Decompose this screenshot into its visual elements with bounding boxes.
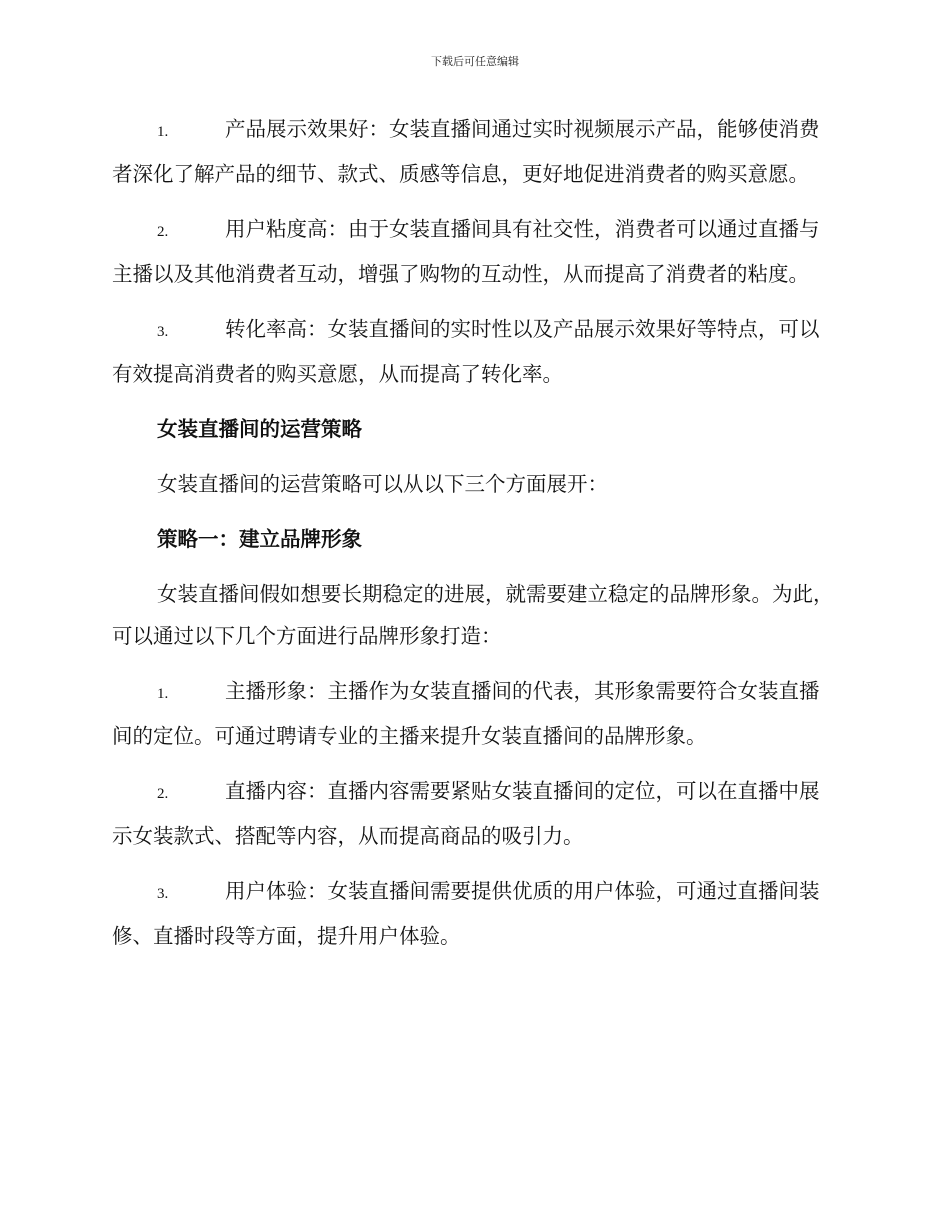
list-item-text: 直播内容：直播内容需要紧贴女装直播间的定位，可以在直播中展示女装款式、搭配等内容，从而提高商品的吸引力。 [112, 779, 820, 848]
paragraph: 女装直播间的运营策略可以从以下三个方面展开： [157, 472, 608, 496]
list-item [112, 308, 834, 395]
list-item [112, 208, 834, 295]
list-item [112, 770, 834, 857]
list-item [112, 108, 834, 195]
document-body [112, 108, 834, 970]
list-number: 2. [157, 224, 169, 240]
list-item-text: 主播形象：主播作为女装直播间的代表，其形象需要符合女装直播间的定位。可通过聘请专业的主播来提升女装直播间的品牌形象。 [112, 679, 820, 748]
list-number: 1. [157, 124, 169, 140]
list-number: 1. [157, 686, 169, 702]
list-number: 3. [157, 886, 169, 902]
list-item-text: 用户体验：女装直播间需要提供优质的用户体验，可通过直播间装修、直播时段等方面，提升用户体验。 [112, 879, 820, 948]
paragraph: 女装直播间假如想要长期稳定的进展，就需要建立稳定的品牌形象。为此，可以通过以下几个方面进行品牌形象打造： [112, 582, 834, 648]
list-item-text: 用户粘度高：由于女装直播间具有社交性，消费者可以通过直播与主播以及其他消费者互动，增强了购物的互动性，从而提高了消费者的粘度。 [112, 217, 820, 286]
list-item-text: 产品展示效果好：女装直播间通过实时视频展示产品，能够使消费者深化了解产品的细节、款式、质感等信息，更好地促进消费者的购买意愿。 [112, 117, 820, 186]
list-item [112, 670, 834, 757]
list-number: 3. [157, 324, 169, 340]
page-header: 下载后可任意编辑 [431, 55, 519, 68]
list-item [112, 870, 834, 957]
section-heading: 女装直播间的运营策略 [157, 417, 362, 441]
list-item-text: 转化率高：女装直播间的实时性以及产品展示效果好等特点，可以有效提高消费者的购买意愿，从而提高了转化率。 [112, 317, 820, 386]
list-number: 2. [157, 786, 169, 802]
subsection-heading: 策略一：建立品牌形象 [157, 527, 362, 551]
